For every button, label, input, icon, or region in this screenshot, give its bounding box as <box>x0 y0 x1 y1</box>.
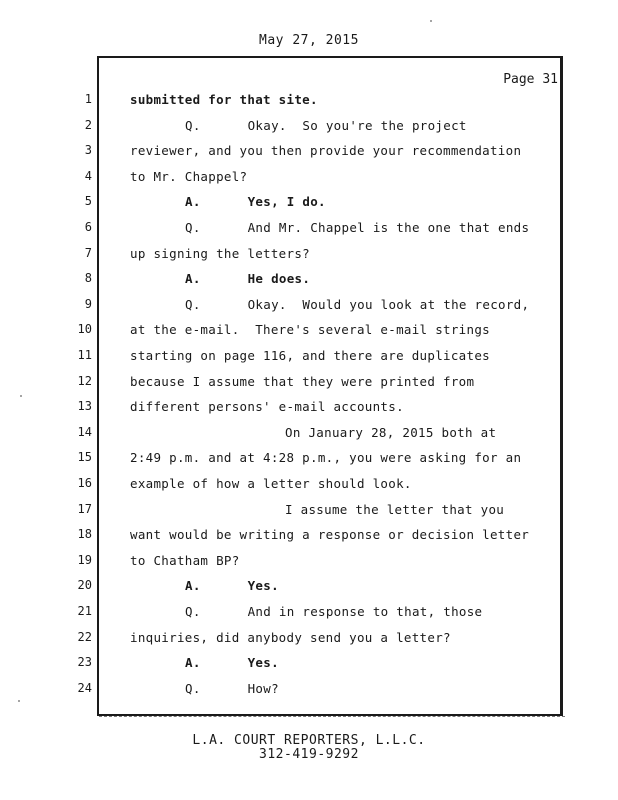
line-number: 15 <box>77 450 92 465</box>
line-text: Q. And in response to that, those <box>185 604 483 619</box>
line-number: 12 <box>77 373 92 388</box>
footer-company: L.A. COURT REPORTERS, L.L.C. <box>192 733 426 748</box>
line-text: because I assume that they were printed from <box>130 373 475 389</box>
line-number: 14 <box>77 424 92 439</box>
transcript-line <box>0 655 618 679</box>
transcript-line <box>0 425 618 449</box>
transcript-line <box>0 630 618 654</box>
line-text: different persons' e-mail accounts. <box>130 399 404 415</box>
transcript-line <box>0 297 618 321</box>
line-number: 19 <box>77 552 92 567</box>
line-number: 24 <box>77 680 92 695</box>
line-text: Q. And Mr. Chappel is the one that ends <box>185 220 530 235</box>
transcript-line <box>0 271 618 295</box>
frame-shadow <box>99 716 565 720</box>
line-text: inquiries, did anybody send you a letter? <box>130 629 451 645</box>
transcript-line <box>0 399 618 423</box>
line-number: 5 <box>84 194 92 209</box>
line-text: A. Yes, I do. <box>185 194 326 210</box>
transcript-line <box>0 118 618 142</box>
line-number: 11 <box>77 348 92 362</box>
scan-speck <box>20 395 22 397</box>
line-number: 20 <box>77 578 92 593</box>
transcript-line <box>0 322 618 346</box>
line-number: 21 <box>77 604 92 618</box>
line-number: 17 <box>77 501 92 516</box>
line-number: 13 <box>77 399 92 414</box>
line-text: Q. Okay. Would you look at the record, <box>185 296 530 312</box>
line-number: 18 <box>77 527 92 542</box>
line-text: I assume the letter that you <box>285 501 505 517</box>
line-number: 23 <box>77 655 92 670</box>
transcript-line <box>0 169 618 193</box>
transcript-line <box>0 476 618 500</box>
line-text: submitted for that site. <box>130 92 318 107</box>
line-number: 3 <box>84 143 92 158</box>
line-number: 6 <box>84 220 92 234</box>
transcript-line <box>0 143 618 167</box>
line-text: Q. Okay. So you're the project <box>185 117 467 133</box>
line-number: 22 <box>77 629 92 644</box>
line-number: 4 <box>84 168 92 183</box>
transcript-line <box>0 194 618 218</box>
scan-speck <box>430 20 432 22</box>
transcript-line <box>0 92 618 116</box>
transcript-line <box>0 578 618 602</box>
line-number: 9 <box>84 296 92 311</box>
line-number: 8 <box>84 271 92 286</box>
line-number: 2 <box>84 117 92 132</box>
line-text: starting on page 116, and there are duplicates <box>130 348 490 363</box>
transcript-line <box>0 246 618 270</box>
scan-speck <box>18 700 20 702</box>
transcript-line <box>0 450 618 474</box>
line-number: 16 <box>77 476 92 490</box>
transcript-line <box>0 604 618 628</box>
page-number: Page 31 <box>503 72 558 87</box>
line-text: at the e-mail. There's several e-mail strings <box>130 322 490 338</box>
transcript-line <box>0 374 618 398</box>
line-number: 10 <box>77 322 92 337</box>
line-number: 1 <box>84 92 92 106</box>
transcript-line <box>0 681 618 705</box>
line-text: to Mr. Chappel? <box>130 168 248 184</box>
line-number: 7 <box>84 245 92 260</box>
transcript-line <box>0 527 618 551</box>
line-text: example of how a letter should look. <box>130 476 412 491</box>
line-text: to Chatham BP? <box>130 552 240 568</box>
line-text: reviewer, and you then provide your recommendation <box>130 143 522 159</box>
line-text: up signing the letters? <box>130 245 310 261</box>
line-text: A. Yes. <box>185 655 279 671</box>
line-text: Q. How? <box>185 680 279 696</box>
footer-phone: 312-419-9292 <box>259 747 359 762</box>
transcript-line <box>0 220 618 244</box>
line-text: want would be writing a response or decision letter <box>130 527 530 543</box>
transcript-line <box>0 502 618 526</box>
transcript-line <box>0 348 618 372</box>
line-text: On January 28, 2015 both at <box>285 424 497 440</box>
transcript-line <box>0 553 618 577</box>
line-text: 2:49 p.m. and at 4:28 p.m., you were asking for an <box>130 450 522 466</box>
line-text: A. Yes. <box>185 578 279 594</box>
header-date: May 27, 2015 <box>259 33 359 48</box>
line-text: A. He does. <box>185 271 311 287</box>
